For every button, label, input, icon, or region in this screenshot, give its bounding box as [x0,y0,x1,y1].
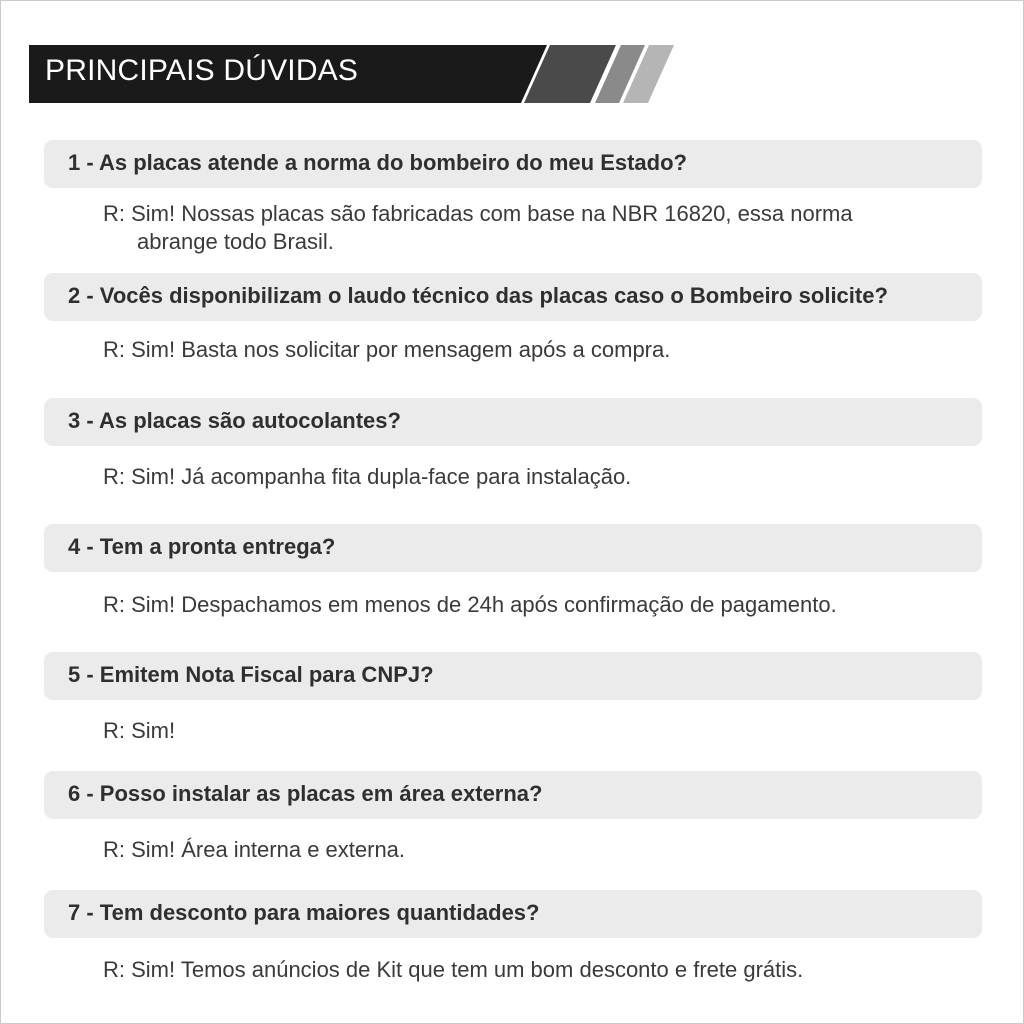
question-text: 7 - Tem desconto para maiores quantidades? [68,900,540,925]
faq-question-5 [44,652,982,700]
faq-question-7 [44,890,982,938]
question-text: 4 - Tem a pronta entrega? [68,534,336,559]
question-text: 3 - As placas são autocolantes? [68,408,401,433]
faq-question-2 [44,273,982,321]
question-text: 2 - Vocês disponibilizam o laudo técnico das placas caso o Bombeiro solicite? [68,283,888,308]
faq-answer-1 [103,200,983,256]
faq-question-1 [44,140,982,188]
answer-line: R: Sim! Temos anúncios de Kit que tem um bom desconto e frete grátis. [103,957,804,982]
answer-line: R: Sim! Basta nos solicitar por mensagem após a compra. [103,337,671,362]
page-title: PRINCIPAIS DÚVIDAS [45,54,359,87]
answer-line: R: Sim! Já acompanha fita dupla-face para instalação. [103,464,632,489]
faq-answer-7 [103,956,983,984]
faq-question-6 [44,771,982,819]
question-text: 6 - Posso instalar as placas em área externa? [68,781,543,806]
question-text: 5 - Emitem Nota Fiscal para CNPJ? [68,662,434,687]
faq-answer-5 [103,717,983,745]
faq-answer-3 [103,463,983,491]
answer-line: R: Sim! Despachamos em menos de 24h após confirmação de pagamento. [103,592,837,617]
faq-question-3 [44,398,982,446]
answer-line: R: Sim! [103,718,176,743]
faq-answer-6 [103,836,983,864]
section-header [29,45,689,103]
faq-question-4 [44,524,982,572]
faq-answer-2 [103,336,983,364]
faq-answer-4 [103,591,983,619]
answer-line-continued: abrange todo Brasil. [137,229,334,254]
answer-line: R: Sim! Nossas placas são fabricadas com base na NBR 16820, essa norma [103,201,853,226]
question-text: 1 - As placas atende a norma do bombeiro do meu Estado? [68,150,687,175]
answer-line: R: Sim! Área interna e externa. [103,837,406,862]
